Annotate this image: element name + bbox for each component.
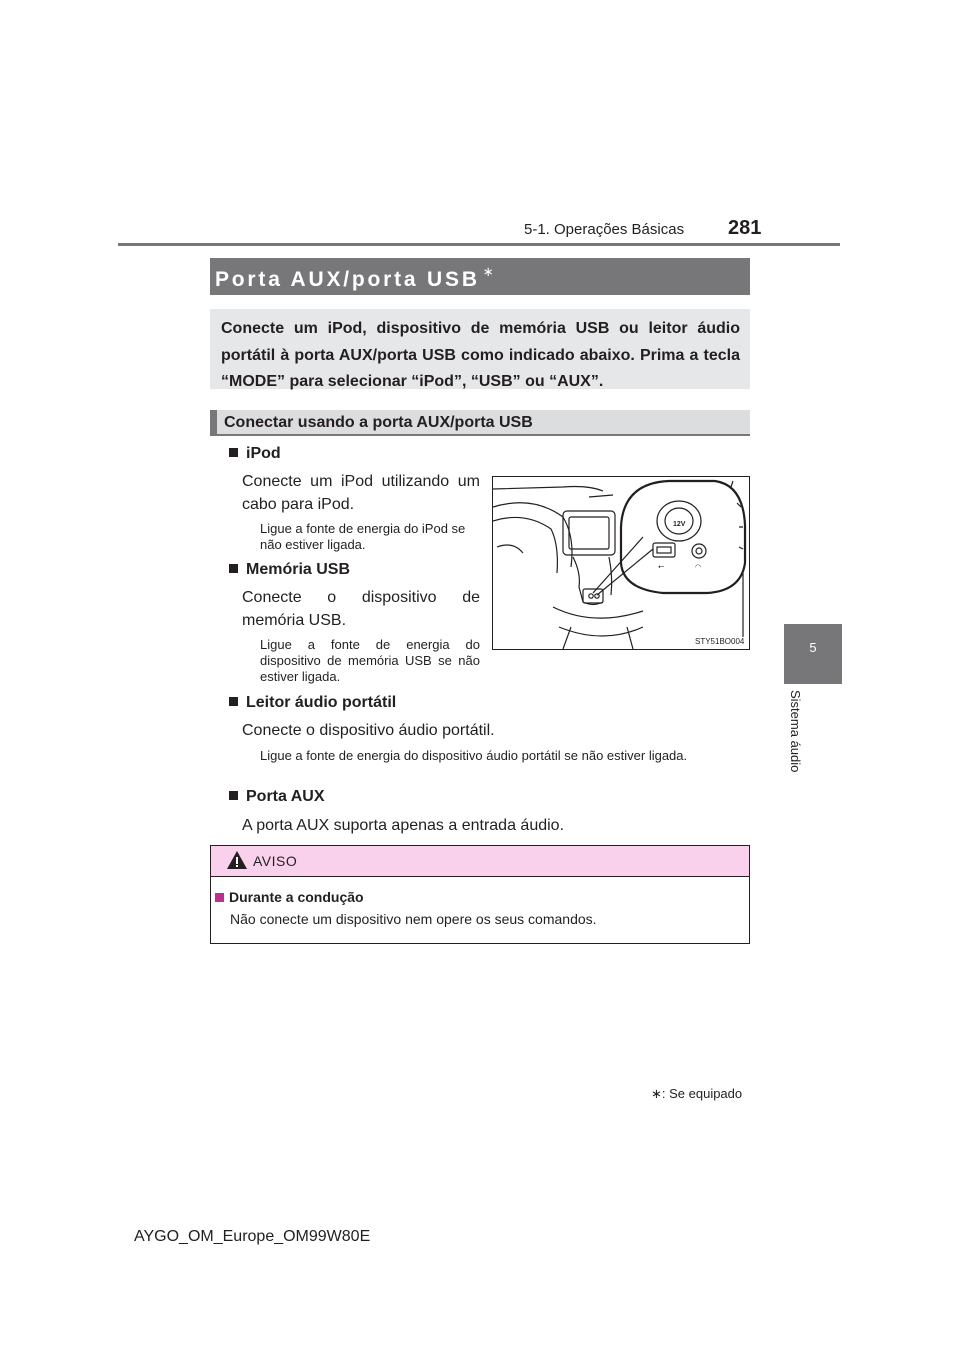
bullet-square-icon [229,791,238,800]
usb-symbol-icon: ⭠ [658,562,665,571]
section-title [215,264,494,292]
item-text-usb: Conecte o dispositivo de memória USB. [242,589,480,629]
header-divider [118,243,840,246]
warning-item-text: Não conecte um dispositivo nem opere os seus comandos. [230,911,597,927]
socket-label: 12V [673,521,686,528]
item-text-aux: A porta AUX suporta apenas a entrada áudio. [242,817,565,834]
optional-equipment-marker: ∗ [482,264,494,279]
bullet-square-icon [229,697,238,706]
item-heading-ipod [229,445,281,463]
item-note-usb: Ligue a fonte de energia do dispositivo de memória USB se não estiver ligada. [260,637,480,684]
warning-item-heading-text: Durante a condução [229,889,364,905]
bullet-square-icon [215,893,224,902]
subheading: Conectar usando a porta AUX/porta USB [224,414,533,431]
chapter-label: Sistema áudio [788,690,803,773]
item-note-ipod: Ligue a fonte de energia do iPod se não estiver ligada. [260,521,466,552]
footnote: ∗: Se equipado [651,1086,743,1101]
item-heading-aux [229,788,325,806]
item-heading-portable-player [229,694,396,712]
item-text-portable-player: Conecte o dispositivo áudio portátil. [242,722,495,739]
item-heading-text: Leitor áudio portátil [246,694,397,711]
figure-code: STY51BO004 [695,637,745,646]
warning-title: AVISO [253,853,298,869]
intro-text: Conecte um iPod, dispositivo de memória USB ou leitor áudio portátil à porta AUX/porta USB como indicado abaixo. Prima a tecla “MODE” para selecionar “iPod”, “USB” ou “AUX”. [221,320,740,390]
section-title-text: Porta AUX/porta USB [215,268,480,291]
item-text-ipod: Conecte um iPod utilizando um cabo para iPod. [242,473,480,513]
chapter-number: 5 [809,640,817,655]
item-heading-usb [229,561,350,579]
dashboard-illustration-svg [493,477,749,649]
item-heading-text: iPod [246,445,281,462]
warning-item-heading [215,889,364,905]
dashboard-port-illustration [492,476,750,650]
document-code: AYGO_OM_Europe_OM99W80E [134,1228,371,1245]
item-note-portable-player: Ligue a fonte de energia do dispositivo áudio portátil se não estiver ligada. [260,748,688,763]
page-number: 281 [728,217,762,239]
breadcrumb: 5-1. Operações Básicas [524,221,685,238]
bullet-square-icon [229,564,238,573]
item-heading-text: Memória USB [246,561,351,578]
bullet-square-icon [229,448,238,457]
warning-triangle-icon [226,850,248,875]
aux-symbol-icon: ◠ [695,563,702,571]
item-heading-text: Porta AUX [246,788,325,805]
